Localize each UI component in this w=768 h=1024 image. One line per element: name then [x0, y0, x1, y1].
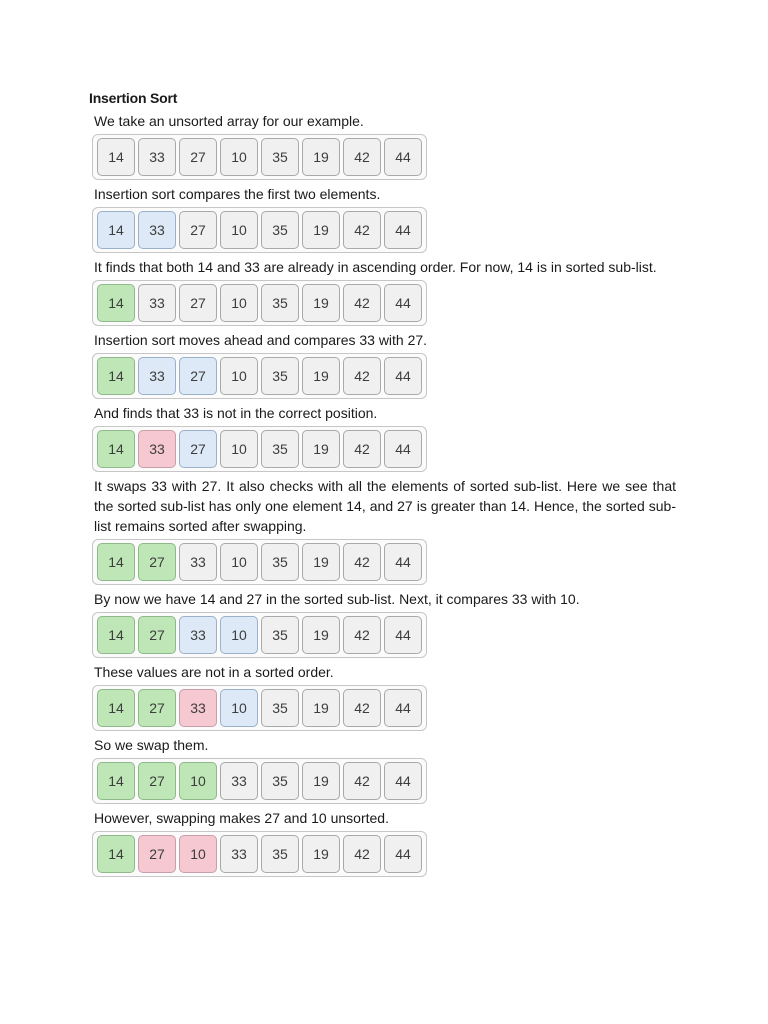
array-cell: 14: [97, 211, 135, 249]
array-row-wrapper: [88, 426, 676, 476]
array-cell: 42: [343, 211, 381, 249]
array-cell: 33: [138, 284, 176, 322]
array-cell: 33: [179, 543, 217, 581]
array-row-wrapper: [88, 539, 676, 589]
array-cell: 19: [302, 430, 340, 468]
array-cell: 35: [261, 357, 299, 395]
array-cell: 27: [138, 543, 176, 581]
array-cell: 10: [179, 762, 217, 800]
array-cell: 42: [343, 762, 381, 800]
array-cell: 19: [302, 689, 340, 727]
step-text: By now we have 14 and 27 in the sorted sub-list. Next, it compares 33 with 10.: [94, 591, 580, 607]
array-cell: 33: [138, 138, 176, 176]
array-cell: 33: [179, 616, 217, 654]
step-text: It swaps 33 with 27. It also checks with all the elements of sorted sub-list. Here we see that the sorted sub-list has only one element 14, and 27 is greater than 14. Hence, the sorted sub-list remains sorted after swapping.: [94, 478, 676, 534]
array-cell: 14: [97, 762, 135, 800]
array-cell: 33: [220, 835, 258, 873]
array-cell: 33: [220, 762, 258, 800]
array-cell: 10: [220, 357, 258, 395]
array-row-wrapper: [88, 758, 676, 808]
array-cell: 44: [384, 835, 422, 873]
array-cell: 14: [97, 138, 135, 176]
array-cell: 44: [384, 211, 422, 249]
array-cell: 42: [343, 430, 381, 468]
array-cell: 27: [179, 430, 217, 468]
array-cell: 27: [179, 284, 217, 322]
step-text: It finds that both 14 and 33 are already in ascending order. For now, 14 is in sorted sub-list.: [94, 259, 657, 275]
array-cell: 42: [343, 835, 381, 873]
array-row-wrapper: [88, 831, 676, 881]
array-cell: 35: [261, 689, 299, 727]
array-cell: 10: [220, 689, 258, 727]
array-cell: 10: [220, 543, 258, 581]
array-cell: 35: [261, 762, 299, 800]
array-cell: 35: [261, 284, 299, 322]
array-cell: 27: [179, 357, 217, 395]
array-cell: 35: [261, 430, 299, 468]
array-row: [92, 685, 427, 731]
array-cell: 42: [343, 284, 381, 322]
array-cell: 10: [220, 211, 258, 249]
array-cell: 19: [302, 543, 340, 581]
array-cell: 27: [179, 211, 217, 249]
steps-container: [88, 111, 676, 881]
array-cell: 27: [138, 762, 176, 800]
array-cell: 14: [97, 835, 135, 873]
array-cell: 42: [343, 689, 381, 727]
step-text: Insertion sort moves ahead and compares 33 with 27.: [94, 332, 428, 348]
page-title: Insertion Sort: [89, 90, 178, 106]
array-cell: 10: [220, 430, 258, 468]
array-row: [92, 831, 427, 877]
array-cell: 44: [384, 138, 422, 176]
array-cell: 44: [384, 284, 422, 322]
array-cell: 44: [384, 689, 422, 727]
array-cell: 14: [97, 430, 135, 468]
array-cell: 33: [138, 430, 176, 468]
array-cell: 14: [97, 543, 135, 581]
array-cell: 42: [343, 138, 381, 176]
array-cell: 27: [179, 138, 217, 176]
array-cell: 27: [138, 616, 176, 654]
array-row: [92, 426, 427, 472]
array-cell: 27: [138, 689, 176, 727]
array-row-wrapper: [88, 134, 676, 184]
step-text: These values are not in a sorted order.: [94, 664, 334, 680]
array-row-wrapper: [88, 207, 676, 257]
array-cell: 33: [138, 211, 176, 249]
array-cell: 44: [384, 543, 422, 581]
array-cell: 19: [302, 211, 340, 249]
array-cell: 44: [384, 616, 422, 654]
array-row: [92, 353, 427, 399]
document-content: [88, 90, 676, 881]
step-text: And finds that 33 is not in the correct position.: [94, 405, 378, 421]
array-cell: 19: [302, 616, 340, 654]
array-cell: 10: [220, 284, 258, 322]
array-cell: 10: [220, 138, 258, 176]
array-cell: 19: [302, 357, 340, 395]
array-row-wrapper: [88, 353, 676, 403]
array-cell: 35: [261, 616, 299, 654]
array-row-wrapper: [88, 685, 676, 735]
step-text: So we swap them.: [94, 737, 209, 753]
array-cell: 42: [343, 357, 381, 395]
array-cell: 33: [138, 357, 176, 395]
array-cell: 19: [302, 284, 340, 322]
array-row-wrapper: [88, 280, 676, 330]
array-cell: 14: [97, 284, 135, 322]
array-cell: 33: [179, 689, 217, 727]
array-cell: 35: [261, 138, 299, 176]
array-cell: 14: [97, 616, 135, 654]
step-text: Insertion sort compares the first two elements.: [94, 186, 381, 202]
step-text: However, swapping makes 27 and 10 unsorted.: [94, 810, 389, 826]
step-text: We take an unsorted array for our example.: [94, 113, 364, 129]
array-cell: 35: [261, 211, 299, 249]
array-row-wrapper: [88, 612, 676, 662]
array-cell: 14: [97, 357, 135, 395]
array-cell: 44: [384, 430, 422, 468]
array-cell: 42: [343, 543, 381, 581]
array-row: [92, 207, 427, 253]
array-cell: 10: [179, 835, 217, 873]
array-cell: 44: [384, 357, 422, 395]
array-cell: 19: [302, 138, 340, 176]
array-cell: 19: [302, 762, 340, 800]
array-cell: 10: [220, 616, 258, 654]
array-row: [92, 280, 427, 326]
array-cell: 14: [97, 689, 135, 727]
array-cell: 27: [138, 835, 176, 873]
array-cell: 44: [384, 762, 422, 800]
array-row: [92, 758, 427, 804]
array-cell: 35: [261, 543, 299, 581]
array-row: [92, 134, 427, 180]
array-row: [92, 612, 427, 658]
array-cell: 42: [343, 616, 381, 654]
array-cell: 35: [261, 835, 299, 873]
array-cell: 19: [302, 835, 340, 873]
array-row: [92, 539, 427, 585]
